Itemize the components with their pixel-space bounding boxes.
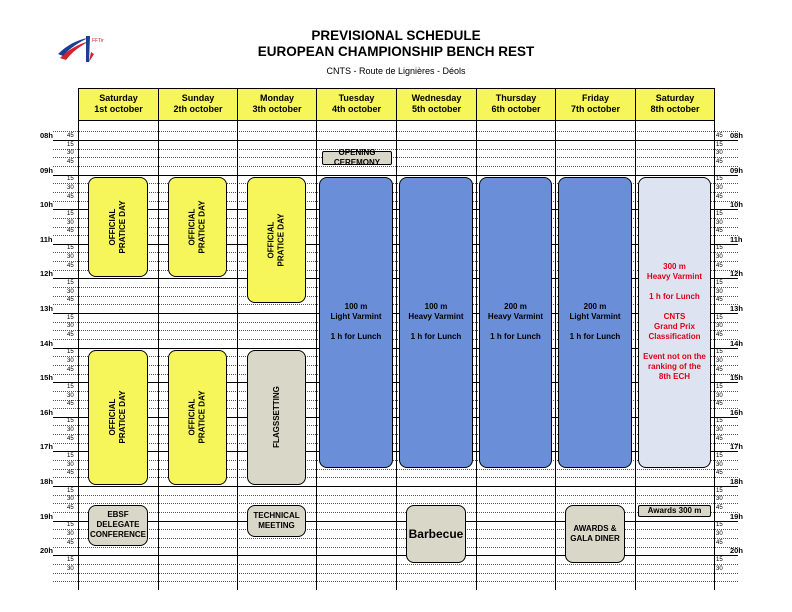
hour-label-left: 14h (40, 338, 53, 348)
quarter-tick-left: 15 (67, 453, 74, 460)
quarter-tick-right: 45 (716, 262, 723, 269)
title-line-1: PREVISIONAL SCHEDULE (311, 28, 481, 43)
event-label: 100 m Heavy Varmint 1 h for Lunch (408, 302, 464, 342)
event-label: OFFICIAL PRATICE DAY (187, 200, 207, 254)
hour-label-left: 08h (40, 131, 53, 140)
event-label: AWARDS & GALA DINER (570, 524, 620, 544)
quarter-tick-right: 30 (716, 323, 723, 330)
quarter-tick-right: 30 (716, 530, 723, 537)
day-date: 7th october (570, 104, 620, 114)
quarter-tick-left: 15 (67, 487, 74, 494)
quarter-tick-left: 30 (67, 184, 74, 191)
quarter-tick-right: 15 (716, 418, 723, 425)
day-header (158, 88, 237, 120)
quarter-tick-right: 30 (716, 392, 723, 399)
hour-label-left: 12h (40, 269, 53, 279)
column-line (158, 88, 159, 590)
quarter-tick-left: 45 (67, 133, 74, 139)
event-tech (247, 505, 306, 537)
hour-label-right: 13h (730, 304, 743, 313)
day-date: 8th october (650, 104, 700, 114)
quarter-tick-left: 15 (67, 280, 74, 287)
event-label: 100 m Light Varmint 1 h for Lunch (330, 302, 382, 342)
hour-label-left: 09h (40, 165, 53, 175)
day-name: Sunday (181, 93, 215, 103)
quarter-tick-right: 15 (716, 176, 723, 183)
logo-text: FFTir (92, 38, 104, 44)
quarter-tick-right: 15 (716, 245, 723, 252)
event-label: Barbecue (408, 527, 464, 542)
column-line (476, 88, 477, 590)
hour-label-left: 20h (40, 546, 53, 556)
quarter-tick-right: 45 (716, 435, 723, 442)
quarter-tick-left: 15 (67, 245, 74, 252)
quarter-tick-left: 15 (67, 522, 74, 529)
day-date: 2th october (173, 104, 223, 114)
event-sun2-am (168, 177, 227, 278)
quarter-tick-left: 45 (67, 297, 74, 304)
day-header (555, 88, 635, 120)
quarter-tick-left: 30 (67, 392, 74, 399)
event-label: Awards 300 m (647, 506, 702, 516)
quarter-tick-left: 30 (67, 254, 74, 261)
quarter-tick-right: 15 (716, 522, 723, 529)
event-label: OFFICIAL PRATICE DAY (266, 213, 286, 267)
quarter-tick-left: 15 (67, 176, 74, 183)
quarter-tick-right: 15 (716, 349, 723, 356)
hour-label-right: 18h (730, 477, 743, 486)
hour-label-left: 19h (40, 511, 53, 521)
hour-label-left: 17h (40, 442, 53, 452)
day-name: Tuesday (338, 93, 375, 103)
hour-label-right: 16h (730, 407, 743, 417)
day-name: Saturday (655, 93, 695, 103)
hour-label-right: 15h (730, 373, 743, 383)
quarter-tick-right: 15 (716, 280, 723, 287)
hour-label-right: 12h (730, 269, 743, 279)
quarter-tick-left: 45 (67, 401, 74, 408)
hour-label-right: 08h (730, 131, 743, 140)
hour-label-right: 11h (730, 234, 743, 244)
quarter-tick-left: 15 (67, 418, 74, 425)
quarter-tick-left: 30 (67, 530, 74, 537)
quarter-tick-right: 45 (716, 504, 723, 511)
hour-label-right: 10h (730, 200, 743, 210)
quarter-tick-left: 30 (67, 565, 74, 572)
event-label: OFFICIAL PRATICE DAY (108, 200, 127, 254)
day-header (78, 88, 158, 120)
hour-label-left: 11h (40, 234, 53, 244)
quarter-tick-right: 15 (716, 453, 723, 460)
event-opening (322, 147, 392, 167)
event-label: FLAGSSETTING (271, 386, 281, 449)
quarter-tick-left: 45 (67, 331, 74, 338)
quarter-tick-left: 15 (67, 383, 74, 390)
day-name: Monday (259, 93, 294, 103)
column-line (714, 88, 715, 590)
day-date: 1st october (94, 104, 143, 114)
quarter-tick-left: 45 (67, 504, 74, 511)
day-date: 3th october (252, 104, 302, 114)
quarter-tick-left: 45 (67, 470, 74, 477)
event-label: EBSF DELEGATE CONFERENCE (89, 510, 146, 540)
quarter-tick-right: 30 (716, 357, 723, 364)
hour-label-right: 20h (730, 546, 743, 556)
column-line (78, 88, 79, 590)
quarter-tick-left: 45 (67, 539, 74, 546)
event-flags (247, 350, 306, 485)
event-thu-match (479, 177, 552, 468)
event-awards300 (638, 505, 711, 517)
quarter-tick-right: 15 (716, 210, 723, 217)
quarter-tick-right: 30 (716, 150, 723, 157)
event-label: OFFICIAL PRATICE DAY (187, 390, 207, 444)
quarter-tick-right: 45 (716, 366, 723, 373)
event-bbq (406, 505, 466, 563)
quarter-tick-left: 45 (67, 262, 74, 269)
event-tue-match (319, 177, 393, 468)
hour-label-right: 17h (730, 442, 743, 452)
quarter-tick-left: 15 (67, 210, 74, 217)
quarter-tick-left: 30 (67, 461, 74, 468)
hour-label-left: 10h (40, 200, 53, 210)
hour-label-right: 19h (730, 511, 743, 521)
event-label: OFFICIAL PRATICE DAY (108, 390, 127, 444)
quarter-tick-right: 45 (716, 133, 723, 139)
event-sat8-match (638, 177, 711, 468)
quarter-tick-left: 30 (67, 150, 74, 157)
hour-label-right: 09h (730, 165, 743, 175)
quarter-tick-left: 45 (67, 366, 74, 373)
hour-label-left: 15h (40, 373, 53, 383)
quarter-tick-left: 45 (67, 193, 74, 200)
quarter-tick-left: 30 (67, 288, 74, 295)
event-label: 300 m Heavy Varmint 1 h for Lunch CNTS Grand Prix Classification Event not on the ranking of the 8th ECH (643, 262, 706, 382)
quarter-tick-left: 45 (67, 228, 74, 235)
day-name: Wednesday (411, 93, 462, 103)
quarter-tick-left: 30 (67, 219, 74, 226)
event-label: TECHNICAL MEETING (253, 511, 300, 531)
event-wed-match (399, 177, 473, 468)
event-ebsf (88, 505, 148, 545)
day-name: Saturday (99, 93, 138, 103)
quarter-tick-right: 30 (716, 496, 723, 503)
quarter-tick-right: 45 (716, 470, 723, 477)
quarter-tick-right: 45 (716, 158, 723, 165)
day-header (476, 88, 555, 120)
column-line (237, 88, 238, 590)
quarter-tick-left: 15 (67, 349, 74, 356)
event-mon3-am (247, 177, 306, 304)
event-awards (565, 505, 625, 563)
hour-label-left: 16h (40, 407, 53, 417)
quarter-tick-right: 45 (716, 539, 723, 546)
day-header (635, 88, 714, 120)
event-label: 200 m Heavy Varmint 1 h for Lunch (487, 302, 544, 342)
event-label: OPENING CEREMONY (333, 147, 381, 167)
quarter-tick-right: 15 (716, 556, 723, 563)
quarter-tick-right: 15 (716, 141, 723, 148)
quarter-tick-right: 45 (716, 331, 723, 338)
quarter-tick-right: 45 (716, 401, 723, 408)
column-line (396, 88, 397, 590)
event-label: 200 m Light Varmint 1 h for Lunch (569, 302, 621, 342)
title-line-2: EUROPEAN CHAMPIONSHIP BENCH REST (257, 44, 535, 59)
column-line (635, 88, 636, 590)
quarter-tick-right: 30 (716, 461, 723, 468)
quarter-tick-right: 45 (716, 228, 723, 235)
location-subtitle: CNTS - Route de Lignières - Déols (326, 66, 466, 76)
quarter-tick-right: 30 (716, 288, 723, 295)
quarter-tick-right: 45 (716, 297, 723, 304)
quarter-tick-left: 30 (67, 496, 74, 503)
hour-label-right: 14h (730, 338, 743, 348)
day-name: Friday (581, 93, 609, 103)
event-sat1-am (88, 177, 148, 278)
quarter-tick-left: 15 (67, 556, 74, 563)
hour-label-left: 13h (40, 304, 53, 313)
column-line (316, 88, 317, 590)
quarter-tick-right: 15 (716, 314, 723, 321)
day-header (237, 88, 316, 120)
quarter-tick-right: 15 (716, 487, 723, 494)
column-line (555, 88, 556, 590)
quarter-tick-left: 30 (67, 323, 74, 330)
event-sun2-pm (168, 350, 227, 485)
day-header (396, 88, 476, 120)
quarter-tick-left: 30 (67, 427, 74, 434)
quarter-tick-left: 15 (67, 314, 74, 321)
day-name: Thursday (495, 93, 537, 103)
day-date: 4th october (331, 104, 381, 114)
quarter-tick-right: 45 (716, 193, 723, 200)
quarter-tick-right: 30 (716, 254, 723, 261)
quarter-tick-left: 45 (67, 158, 74, 165)
quarter-tick-left: 45 (67, 435, 74, 442)
quarter-tick-right: 30 (716, 219, 723, 226)
quarter-tick-right: 15 (716, 383, 723, 390)
event-sat1-pm (88, 350, 148, 485)
quarter-tick-right: 30 (716, 565, 723, 572)
day-date: 5th october (411, 104, 461, 114)
event-fri-match (558, 177, 632, 468)
quarter-tick-right: 30 (716, 427, 723, 434)
day-date: 6th october (491, 104, 541, 114)
hour-label-left: 18h (40, 477, 53, 486)
quarter-tick-right: 30 (716, 184, 723, 191)
day-header (316, 88, 396, 120)
quarter-tick-left: 30 (67, 357, 74, 364)
quarter-tick-left: 15 (67, 141, 74, 148)
